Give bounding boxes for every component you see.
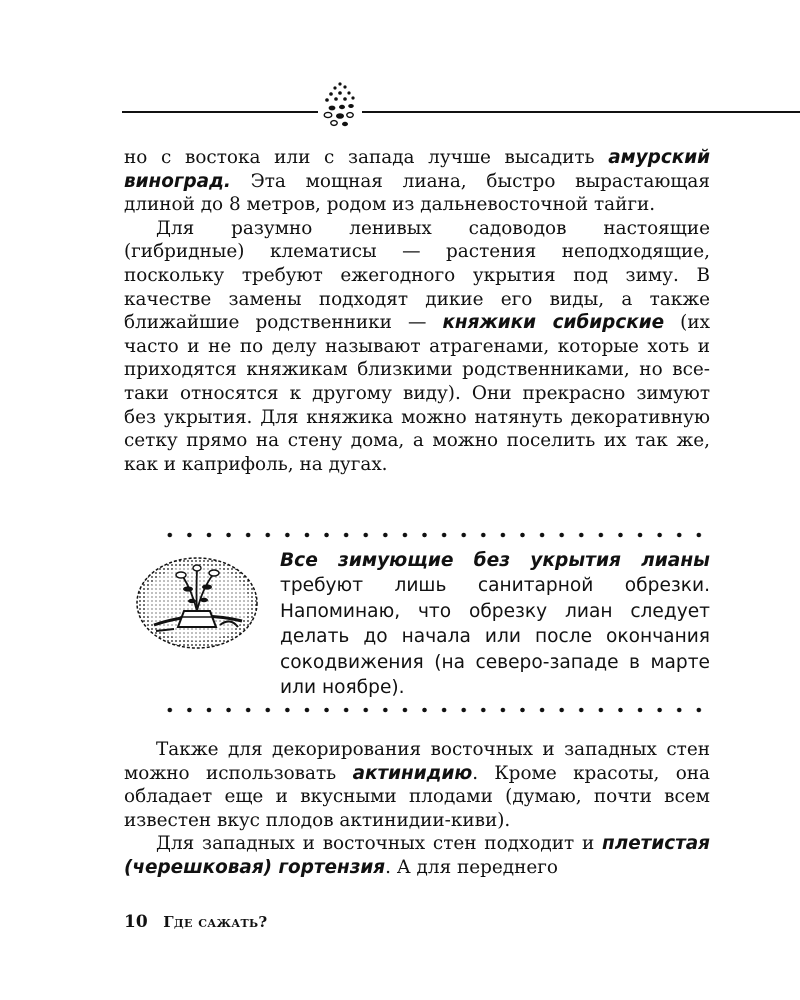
dotted-divider-bottom <box>160 707 710 713</box>
term-actinidia: актинидию <box>352 762 473 784</box>
tip-note: Все зимующие без укрытия лианы требуют лишь санитарной обрезки. Напоминаю, что обрезку лиан следует делать до начала или после окончания сокодвижения (на северо-западе в марте или ноябре). <box>280 550 710 699</box>
paragraph-grapes: но с востока или с запада лучше высадить амурский виноград. Эта мощная лиана, быстро вырастающая длиной до 8 метров, родом из дальневосточной тайги. <box>124 147 710 216</box>
page-footer <box>124 912 267 932</box>
page-number: 10 <box>124 912 148 932</box>
seeds-ornament-icon <box>318 78 362 130</box>
main-text-bottom <box>124 738 710 880</box>
header-rule <box>122 111 800 113</box>
term-amur-grape: амурский виноград. <box>124 147 710 192</box>
running-section-title: Где сажать? <box>163 913 268 931</box>
tip-lead: Все зимующие без укрытия лианы <box>280 550 710 571</box>
main-text-top <box>124 146 710 476</box>
term-knyazhiki: княжики сибирские <box>442 312 665 334</box>
paragraph-clematis: Для разумно ленивых садоводов настоящие (гибридные) клематисы — растения неподходящие, поскольку требуют ежегодного укрытия под зиму. В качестве замены подходят дикие его виды, а также ближайшие родственники — княжики сибирские (их часто и не по делу называют атрагенами, которые хоть и приходятся княжикам близкими родственниками, но все-таки относятся к другому виду). Они прекрасно зимуют без укрытия. Для княжика можно натянуть декоративную сетку прямо на стену дома, а можно поселить их так же, как и каприфоль, на дугах. <box>124 217 710 475</box>
paragraph-actinidia: Также для декорирования восточных и западных стен можно использовать актинидию. Кроме красоты, она обладает еще и вкусными плодами (думаю, почти всем известен вкус плодов актинидии-киви). <box>124 739 710 831</box>
term-hydrangea: плетистая (черешковая) гортензия <box>124 833 710 878</box>
paragraph-hydrangea: Для западных и восточных стен подходит и плетистая (черешковая) гортензия. А для переднего <box>124 833 710 878</box>
potted-plant-icon <box>134 555 260 651</box>
dotted-divider-top <box>160 532 710 538</box>
